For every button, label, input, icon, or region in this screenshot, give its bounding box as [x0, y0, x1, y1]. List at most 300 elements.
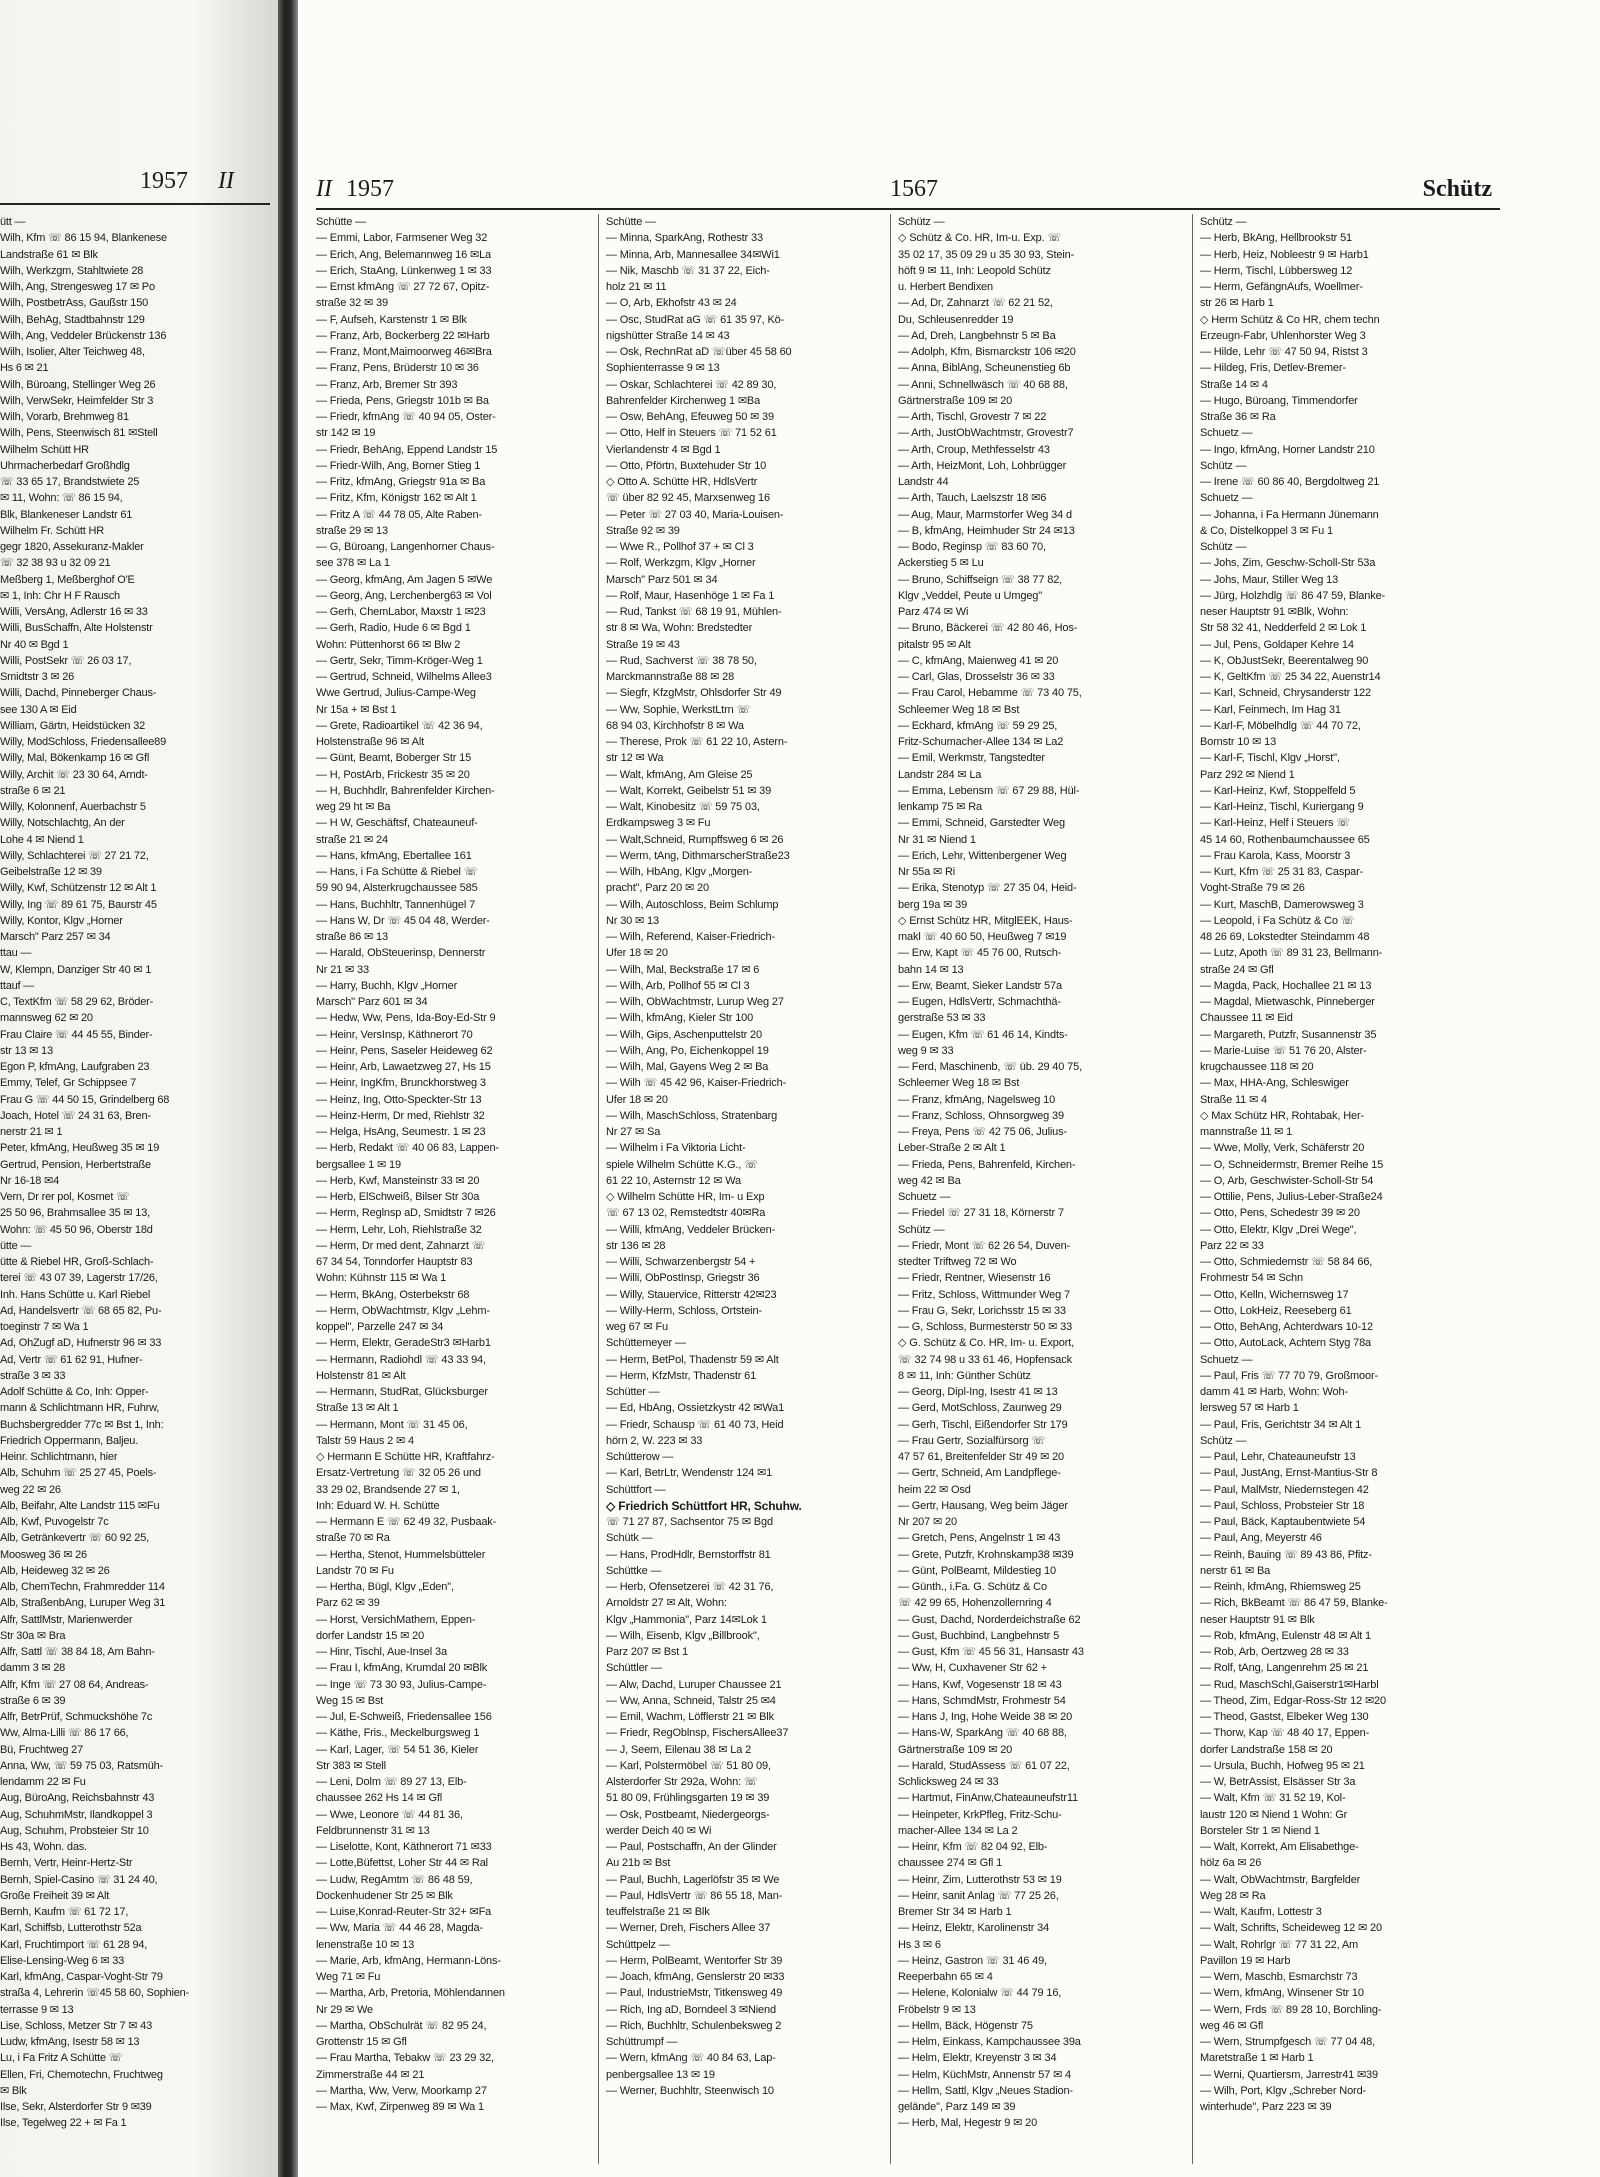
directory-entry-line: — F, Aufseh, Karstenstr 1 ✉ Blk — [316, 313, 467, 326]
directory-entry-line: Gärtnerstraße 109 ✉ 20 — [898, 394, 1013, 407]
directory-entry-line: — Hellm, Sattl, Klgv „Neues Stadion- — [898, 2084, 1073, 2097]
directory-entry-line: — Emil, Wachm, Löfflerstr 21 ✉ Blk — [606, 1711, 774, 1723]
directory-entry-line: — Eugen, Kfm ☏ 61 46 14, Kindts- — [898, 1028, 1068, 1041]
directory-entry-line: — Paul, Ang, Meyerstr 46 — [1200, 1532, 1322, 1545]
directory-entry-line: ☏ 71 27 87, Sachsentor 75 ✉ Bgd — [606, 1516, 773, 1528]
directory-entry-line: — Rud, Sachverst ☏ 38 78 50, — [606, 654, 757, 667]
directory-entry-line: Parz 207 ✉ Bst 1 — [606, 1646, 689, 1658]
directory-entry-line: — Ed, HbAng, Ossietzkystr 42 ✉Wa1 — [606, 1402, 785, 1415]
directory-entry-line: — Hans, ProdHdlr, Bernstorffstr 81 — [606, 1548, 771, 1561]
directory-entry-line: Inh: Eduard W. H. Schütte — [316, 1499, 440, 1512]
directory-entry-line: Feldbrunnenstr 31 ✉ 13 — [316, 1824, 430, 1837]
directory-entry-line: Landstr 44 — [898, 476, 949, 488]
right-page-year: 1957 — [346, 176, 394, 202]
directory-entry-line: Elise-Lensing-Weg 6 ✉ 33 — [0, 1954, 125, 1967]
directory-entry-line: Schüttpelz — — [606, 1938, 670, 1951]
directory-entry-line: — Frieda, Pens, Bahrenfeld, Kirchen- — [898, 1158, 1076, 1171]
directory-entry-line: Wilh, Pens, Steenwisch 81 ✉Stell — [0, 427, 158, 440]
directory-entry-line: Landstr 70 ✉ Fu — [316, 1564, 394, 1577]
directory-entry-line: — Herb, Ofensetzerei ☏ 42 31 76, — [606, 1581, 774, 1593]
directory-entry-line: — G, Büroang, Langenhorner Chaus- — [316, 541, 495, 553]
directory-entry-line: Marckmannstraße 88 ✉ 28 — [606, 671, 735, 683]
directory-entry-line: 68 94 03, Kirchhofstr 8 ✉ Wa — [606, 719, 744, 732]
directory-entry-line: Reeperbahn 65 ✉ 4 — [898, 1971, 993, 1983]
directory-entry-line: penbergsallee 13 ✉ 19 — [606, 2068, 715, 2081]
directory-entry-line: Nr 207 ✉ 20 — [898, 1516, 957, 1528]
directory-entry-line: straße 86 ✉ 13 — [316, 931, 388, 943]
directory-entry-line: Wilh, Kfm ☏ 86 15 94, Blankenese — [0, 232, 167, 245]
directory-entry-line: — W, BetrAssist, Elsässer Str 3a — [1200, 1776, 1356, 1788]
directory-entry-line: Schütz — — [1200, 1434, 1247, 1447]
directory-entry-line: gegr 1820, Assekuranz-Makler — [0, 541, 144, 553]
directory-entry-line: Str 383 ✉ Stell — [316, 1759, 386, 1772]
directory-entry-line: — Ww, Anna, Schneid, Talstr 25 ✉4 — [606, 1694, 776, 1707]
directory-entry-line: — H W, Geschäftsf, Chateauneuf- — [316, 817, 478, 830]
directory-entry-line: Wilhelm Fr. Schütt HR — [0, 524, 104, 537]
directory-entry-line: nigshütter Straße 14 ✉ 43 — [606, 329, 730, 342]
directory-entry-line: Inh. Hans Schütte u. Karl Riebel — [0, 1288, 151, 1301]
directory-entry-line: — Paul, Fris ☏ 77 70 79, Großmoor- — [1200, 1369, 1378, 1382]
directory-entry-line: — Arth, Tischl, Grovestr 7 ✉ 22 — [898, 411, 1047, 423]
directory-entry-line: — Helene, Kolonialw ☏ 44 79 16, — [898, 1987, 1062, 2000]
directory-entry-line: 45 14 60, Rothenbaumchaussee 65 — [1200, 833, 1370, 846]
directory-entry-line: Parz 62 ✉ 39 — [316, 1597, 380, 1610]
directory-entry-line: Schleemer Weg 18 ✉ Bst — [898, 703, 1020, 716]
directory-entry-line: — Emmi, Schneid, Garstedter Weg — [898, 817, 1065, 830]
directory-entry-line: — Rolf, Werkzgm, Klgv „Horner — [606, 557, 756, 570]
directory-entry-line: Wilh, BehAg, Stadtbahnstr 129 — [0, 313, 145, 326]
directory-entry-line: Bahrenfelder Kirchenweg 1 ✉Ba — [606, 394, 761, 407]
directory-entry-line: 67 34 54, Tonndorfer Hauptstr 83 — [316, 1256, 473, 1268]
directory-entry-line: — Herb, Redakt ☏ 40 06 83, Lappen- — [316, 1142, 499, 1155]
directory-entry-line: ◇ Herm Schütz & Co HR, chem techn — [1200, 313, 1380, 326]
directory-entry-line: — Willi, ObPostInsp, Griegstr 36 — [606, 1272, 760, 1285]
directory-entry-line: — Wern, kfmAng ☏ 40 84 63, Lap- — [606, 2052, 776, 2065]
directory-entry-line: macher-Allee 134 ✉ La 2 — [898, 1824, 1018, 1837]
directory-entry-line: lendamm 22 ✉ Fu — [0, 1776, 86, 1788]
directory-entry-line: — Gust, Buchbind, Langbehnstr 5 — [898, 1629, 1060, 1642]
directory-entry-line: — Franz, Pens, Brüderstr 10 ✉ 36 — [316, 362, 479, 375]
right-page-header — [316, 176, 1496, 208]
directory-entry-line: — Johs, Zim, Geschw-Scholl-Str 53a — [1200, 557, 1376, 570]
directory-entry-line: holz 21 ✉ 11 — [606, 281, 667, 293]
directory-entry-line: Alb, Kwf, Puvogelstr 7c — [0, 1516, 109, 1528]
directory-entry-line: — Frau Martha, Tebakw ☏ 23 29 32, — [316, 2052, 494, 2065]
directory-entry-line: — Marie, Arb, kfmAng, Hermann-Löns- — [316, 1954, 501, 1967]
directory-entry-line: — Wilh, Mal, Beckstraße 17 ✉ 6 — [606, 963, 760, 976]
right-page — [298, 0, 1600, 2177]
directory-entry-line: — Helm, KüchMstr, Annenstr 57 ✉ 4 — [898, 2068, 1072, 2081]
directory-entry-line: Schütz — — [1200, 459, 1247, 472]
directory-entry-line: makl ☏ 40 60 50, Heußweg 7 ✉19 — [898, 931, 1067, 943]
directory-entry-line: Alb, Getränkevertr ☏ 60 92 25, — [0, 1532, 149, 1545]
directory-entry-line: Ilse, Tegelweg 22 + ✉ Fa 1 — [0, 2117, 127, 2130]
directory-entry-line: — O, Schneidermstr, Bremer Reihe 15 — [1200, 1158, 1384, 1171]
directory-entry-line: — Johs, Maur, Stiller Weg 13 — [1200, 573, 1339, 586]
directory-entry-line: — Herb, Mal, Hegestr 9 ✉ 20 — [898, 2117, 1038, 2130]
directory-entry-line: see 130 A ✉ Eid — [0, 703, 77, 716]
directory-entry-line: 25 50 96, Brahmsallee 35 ✉ 13, — [0, 1207, 150, 1220]
directory-entry-line: Nr 31 ✉ Niend 1 — [898, 833, 976, 846]
directory-entry-line: Ad, OhZugf aD, Hufnerstr 96 ✉ 33 — [0, 1337, 162, 1350]
directory-entry-line: — Wilh, HbAng, Klgv „Morgen- — [606, 866, 753, 878]
directory-entry-line: — Gerh, ChemLabor, Maxstr 1 ✉23 — [316, 606, 486, 618]
directory-entry-line: Smidtstr 3 ✉ 26 — [0, 671, 75, 683]
directory-entry-line: Bernh, Spiel-Casino ☏ 31 24 40, — [0, 1873, 158, 1886]
directory-entry-line: Schütte — — [606, 216, 657, 228]
directory-entry-line: — Franz, Schloss, Ohnsorgweg 39 — [898, 1109, 1064, 1122]
directory-entry-line: spiele Wilhelm Schütte K.G., ☏ — [606, 1158, 758, 1171]
directory-entry-line: — Johanna, i Fa Hermann Jünemann — [1200, 508, 1379, 521]
directory-entry-line: — Herm, Lehr, Loh, Riehlstraße 32 — [316, 1223, 482, 1236]
directory-entry-line: Aug, BüroAng, Reichsbahnstr 43 — [0, 1792, 155, 1805]
directory-entry-line: ◇ Ernst Schütz HR, MitglEEK, Haus- — [898, 914, 1073, 927]
directory-entry-line: — Herm, Tischl, Lübbersweg 12 — [1200, 264, 1353, 277]
directory-entry-line: — Wilh, Port, Klgv „Schreber Nord- — [1200, 2084, 1367, 2097]
directory-entry-line: Schütz — — [1200, 541, 1247, 553]
directory-entry-line: Schütk — — [606, 1532, 653, 1545]
directory-entry-line: Str 58 32 41, Nedderfeld 2 ✉ Lok 1 — [1200, 622, 1367, 635]
directory-entry-line: — Ww, H, Cuxhavener Str 62 + — [898, 1662, 1047, 1675]
directory-entry-line: — Arth, HeizMont, Loh, Lohbrügger — [898, 459, 1067, 472]
directory-entry-line: Friedrich Oppermann, Baljeu. — [0, 1434, 139, 1447]
directory-entry-line: Klgv „Hammonia", Parz 14✉Lok 1 — [606, 1613, 767, 1626]
directory-entry-line: — Heinr, Zim, Lutterothstr 53 ✉ 19 — [898, 1873, 1062, 1886]
directory-entry-line: — Friedr, BehAng, Eppend Landstr 15 — [316, 443, 498, 456]
directory-entry-line: Weg 71 ✉ Fu — [316, 1971, 381, 1983]
directory-entry-line: — Otto, Helf in Steuers ☏ 71 52 61 — [606, 427, 777, 440]
directory-entry-line: mannsweg 62 ✉ 20 — [0, 1012, 93, 1025]
column-divider — [890, 214, 891, 2164]
directory-entry-line: — Gerh, Radio, Hude 6 ✉ Bgd 1 — [316, 622, 471, 635]
directory-entry-line: — Hellm, Bäck, Högenstr 75 — [898, 2019, 1033, 2032]
directory-entry-line: werder Deich 40 ✉ Wi — [606, 1824, 712, 1837]
directory-entry-line: — Wern, kfmAng, Winsener Str 10 — [1200, 1987, 1364, 2000]
directory-entry-line: — Minna, Arb, Mannesallee 34✉Wi1 — [606, 248, 780, 261]
directory-entry-line: Willy, Notschlachtg, An der — [0, 817, 125, 830]
directory-entry-line: ✉ 1, Inh: Chr H F Rausch — [0, 589, 120, 602]
directory-entry-line: — Erich, StaAng, Lünkenweg 1 ✉ 33 — [316, 264, 492, 277]
directory-entry-line: — Werner, Dreh, Fischers Allee 37 — [606, 1922, 771, 1935]
directory-entry-line: — Herb, Heiz, Nobleestr 9 ✉ Harb1 — [1200, 248, 1369, 261]
directory-entry-line: Wohn: ☏ 45 50 96, Oberstr 18d — [0, 1223, 153, 1236]
directory-entry-line: Dockenhudener Str 25 ✉ Blk — [316, 1889, 453, 1902]
directory-entry-line: — Heinpeter, KrkPfleg, Fritz-Schu- — [898, 1808, 1062, 1821]
directory-entry-line: — Willy-Herm, Schloss, Ortstein- — [606, 1304, 762, 1317]
directory-entry-line: — Paul, Bäck, Kaptaubentwiete 54 — [1200, 1516, 1366, 1528]
directory-entry-line: — Irene ☏ 60 86 40, Bergdoltweg 21 — [1200, 476, 1380, 488]
directory-entry-line: — Bruno, Bäckerei ☏ 42 80 46, Hos- — [898, 622, 1078, 635]
directory-entry-line: Schuetz — — [1200, 427, 1253, 440]
directory-entry-line: — Helga, HsAng, Seumestr. 1 ✉ 23 — [316, 1126, 486, 1138]
directory-entry-line: — Hans, kfmAng, Ebertallee 161 — [316, 849, 472, 862]
left-header-rule — [0, 203, 270, 205]
directory-entry-line: Ufer 18 ✉ 20 — [606, 1093, 668, 1106]
directory-entry-line: — Fritz, Schloss, Wittmunder Weg 7 — [898, 1288, 1070, 1301]
directory-entry-line: — Wilh, Referend, Kaiser-Friedrich- — [606, 931, 775, 943]
directory-entry-line: Nr 15a + ✉ Bst 1 — [316, 703, 397, 716]
directory-entry-line: Grottenstr 15 ✉ Gfl — [316, 2036, 407, 2048]
directory-entry-line: Bremer Str 34 ✉ Harb 1 — [898, 1906, 1012, 1918]
directory-entry-line: mann & Schlichtmann HR, Fuhrw, — [0, 1402, 160, 1415]
directory-entry-line: — Osk, RechnRat aD ☏über 45 58 60 — [606, 346, 792, 358]
directory-entry-line: Straße 92 ✉ 39 — [606, 524, 680, 537]
directory-entry-line: teuffelstraße 21 ✉ Blk — [606, 1906, 710, 1918]
directory-entry-line: — Walt, Schrifts, Scheideweg 12 ✉ 20 — [1200, 1922, 1382, 1935]
directory-entry-line: Alfr, Sattl ☏ 38 84 18, Am Bahn- — [0, 1646, 155, 1658]
directory-entry-line: neser Hauptstr 91 ✉Blk, Wohn: — [1200, 606, 1349, 618]
directory-entry-line: 59 90 94, Alsterkrugchaussee 585 — [316, 882, 478, 895]
directory-entry-line: — Franz, Arb, Bockerberg 22 ✉Harb — [316, 329, 490, 342]
directory-entry-line: Talstr 59 Haus 2 ✉ 4 — [316, 1434, 414, 1447]
directory-entry-line: Willi, PostSekr ☏ 26 03 17, — [0, 654, 132, 667]
directory-entry-line: Vern, Dr rer pol, Kosmet ☏ — [0, 1191, 130, 1203]
directory-entry-line: Aug, SchuhmMstr, Ilandkoppel 3 — [0, 1808, 153, 1821]
directory-entry-line: Schuetz — — [1200, 492, 1253, 505]
directory-entry-line: — Ferd, Maschinenb, ☏ üb. 29 40 75, — [898, 1061, 1082, 1073]
directory-entry-line: Landstraße 61 ✉ Blk — [0, 248, 98, 261]
directory-entry-line: — Karl-Heinz, Helf i Steuers ☏ — [1200, 817, 1350, 830]
directory-entry-line: ◇ Hermann E Schütte HR, Kraftfahrz- — [316, 1451, 495, 1463]
directory-entry-line: — Hedw, Ww, Pens, Ida-Boy-Ed-Str 9 — [316, 1012, 496, 1025]
directory-entry-line: — Wern, Maschb, Esmarchstr 73 — [1200, 1971, 1358, 1983]
directory-entry-line: — Emmi, Labor, Farmsener Weg 32 — [316, 232, 488, 245]
directory-entry-line: — Marie-Luise ☏ 51 76 20, Alster- — [1200, 1044, 1367, 1057]
directory-entry-line: — Wilh, Mal, Gayens Weg 2 ✉ Ba — [606, 1061, 769, 1073]
directory-entry-line: 33 29 02, Brandsende 27 ✉ 1, — [316, 1483, 460, 1496]
directory-entry-line: — Werner, Buchhltr, Steenwisch 10 — [606, 2084, 774, 2097]
directory-entry-line: weg 29 ht ✉ Ba — [316, 801, 391, 813]
directory-entry-line: Alb, Beifahr, Alte Landstr 115 ✉Fu — [0, 1499, 160, 1512]
directory-entry-line: höft 9 ✉ 11, Inh: Leopold Schütz — [898, 264, 1051, 277]
directory-entry-line: — O, Arb, Geschwister-Scholl-Str 54 — [1200, 1174, 1374, 1187]
directory-entry-line: — Karl-F, Möbelhdlg ☏ 44 70 72, — [1200, 719, 1361, 732]
directory-entry-line: — Arth, JustObWachtmstr, Grovestr7 — [898, 427, 1074, 440]
directory-entry-line: Wilh, Ang, Veddeler Brückenstr 136 — [0, 329, 167, 342]
directory-entry-line: — Osk, Postbeamt, Niedergeorgs- — [606, 1808, 770, 1821]
directory-entry-line: straße 21 ✉ 24 — [316, 833, 388, 846]
directory-entry-line: — Gerd, MotSchloss, Zaunweg 29 — [898, 1402, 1062, 1415]
directory-entry-line: Hs 43, Wohn. das. — [0, 1841, 87, 1853]
directory-entry-line: straße 6 ✉ 39 — [0, 1694, 66, 1707]
directory-entry-line: — Walt, Korrekt, Am Elisabethge- — [1200, 1841, 1359, 1853]
directory-entry-line: — Ursula, Buchh, Hofweg 95 ✉ 21 — [1200, 1759, 1365, 1772]
directory-entry-line: Ackerstieg 5 ✉ Lu — [898, 557, 984, 570]
directory-entry-line: weg 67 ✉ Fu — [606, 1321, 668, 1333]
directory-entry-line: u. Herbert Bendixen — [898, 281, 993, 293]
directory-entry-line: mannstraße 11 ✉ 1 — [1200, 1126, 1293, 1138]
directory-entry-line: Parz 474 ✉ Wi — [898, 606, 969, 618]
directory-entry-line: — Otto, LokHeiz, Reeseberg 61 — [1200, 1304, 1352, 1317]
directory-entry-line: Adolf Schütte & Co, Inh: Opper- — [0, 1386, 149, 1398]
directory-entry-line: — Wilh, Ang, Po, Eichenkoppel 19 — [606, 1044, 769, 1057]
directory-entry-line: — Peter ☏ 27 03 40, Maria-Louisen- — [606, 508, 784, 521]
directory-entry-line: — Rob, kfmAng, Eulenstr 48 ✉ Alt 1 — [1200, 1629, 1372, 1642]
directory-entry-line: Heinr. Schlichtmann, hier — [0, 1451, 118, 1463]
directory-entry-line: — Erw, Kapt ☏ 45 76 00, Rutsch- — [898, 947, 1062, 960]
directory-entry-line: — Eckhard, kfmAng ☏ 59 29 25, — [898, 719, 1058, 732]
directory-entry-line: str 12 ✉ Wa — [606, 752, 664, 765]
directory-entry-line: Willy, Kolonnenf, Auerbachstr 5 — [0, 801, 146, 813]
directory-entry-line: Willy, Mal, Bökenkamp 16 ✉ Gfl — [0, 752, 150, 765]
directory-entry-line: Schuetz — — [898, 1191, 951, 1203]
directory-entry-line: Karl, Fruchtimport ☏ 61 28 94, — [0, 1938, 148, 1951]
directory-entry-line: — Heinz-Herm, Dr med, Riehlstr 32 — [316, 1109, 485, 1122]
directory-entry-line: — Käthe, Fris., Meckelburgsweg 1 — [316, 1727, 480, 1740]
column-divider — [598, 214, 599, 2164]
directory-entry-line: pitalstr 95 ✉ Alt — [898, 638, 971, 651]
directory-entry-line: damm 41 ✉ Harb, Wohn: Woh- — [1200, 1386, 1348, 1398]
directory-entry-line: — Osc, StudRat aG ☏ 61 35 97, Kö- — [606, 313, 785, 326]
directory-entry-line: — Hans, Buchhltr, Tannenhügel 7 — [316, 898, 476, 911]
directory-entry-line: Au 21b ✉ Bst — [606, 1857, 671, 1870]
directory-entry-line: — Paul, Fris, Gerichtstr 34 ✉ Alt 1 — [1200, 1418, 1362, 1431]
directory-entry-line: — Hartmut, FinAnw,Chateauneufstr11 — [898, 1792, 1078, 1805]
directory-entry-line: — Joach, kfmAng, Genslerstr 20 ✉33 — [606, 1971, 785, 1983]
directory-entry-line: Moosweg 36 ✉ 26 — [0, 1548, 87, 1561]
directory-entry-line: — Karl-Heinz, Kwf, Stoppelfeld 5 — [1200, 784, 1356, 797]
directory-entry-line: Schüttler — — [606, 1662, 662, 1675]
directory-entry-line: Klgv „Veddel, Peute u Umgeg" — [898, 589, 1043, 602]
directory-entry-line: — Walt, kfmAng, Am Gleise 25 — [606, 768, 753, 781]
directory-entry-line: — Margareth, Putzfr, Susannenstr 35 — [1200, 1028, 1377, 1041]
directory-entry-line: — Wilh, Arb, Pollhof 55 ✉ Cl 3 — [606, 979, 750, 992]
directory-entry-line: — Willy, Stauervice, Ritterstr 42✉23 — [606, 1288, 777, 1301]
directory-entry-line: Alfr, Kfm ☏ 27 08 64, Andreas- — [0, 1678, 149, 1691]
directory-entry-line: Marsch" Parz 501 ✉ 34 — [606, 573, 718, 586]
directory-entry-line: — Frau Carol, Hebamme ☏ 73 40 75, — [898, 687, 1082, 700]
directory-entry-line: gelände", Parz 149 ✉ 39 — [898, 2101, 1016, 2113]
directory-entry-line: Wilh, VerwSekr, Heimfelder Str 3 — [0, 394, 154, 407]
directory-entry-line: — Hildeg, Fris, Detlev-Bremer- — [1200, 362, 1346, 375]
directory-entry-line: Frau Claire ☏ 44 45 55, Binder- — [0, 1028, 153, 1041]
directory-entry-line: — Carl, Glas, Drosselstr 36 ✉ 33 — [898, 671, 1055, 683]
directory-entry-line: — Paul, Lehr, Chateauneufstr 13 — [1200, 1451, 1356, 1463]
directory-entry-line: — Martha, Ww, Verw, Moorkamp 27 — [316, 2084, 487, 2097]
left-page-header — [0, 168, 270, 200]
directory-entry-line: terei ☏ 43 07 39, Lagerstr 17/26, — [0, 1272, 158, 1285]
directory-entry-line: — Harald, ObSteuerinsp, Dennerstr — [316, 947, 486, 960]
directory-entry-line: — Karl, Feinmech, Im Hag 31 — [1200, 703, 1341, 716]
directory-entry-line: — Günth., i.Fa. G. Schütz & Co — [898, 1581, 1047, 1593]
directory-entry-line: — Karl, Schneid, Chrysanderstr 122 — [1200, 687, 1371, 700]
directory-entry-line: ✉ 11, Wohn: ☏ 86 15 94, — [0, 492, 123, 505]
directory-entry-line: — Helm, Elektr, Kreyenstr 3 ✉ 34 — [898, 2052, 1057, 2065]
directory-entry-line: str 142 ✉ 19 — [316, 427, 376, 440]
directory-entry-line: Ufer 18 ✉ 20 — [606, 947, 668, 960]
directory-entry-line: — Hertha, Bügl, Klgv „Eden", — [316, 1581, 454, 1593]
directory-column-1 — [316, 214, 592, 2115]
directory-entry-line: Gertrud, Pension, Herbertstraße — [0, 1158, 151, 1171]
directory-entry-line: Alsterdorfer Str 292a, Wohn: ☏ — [606, 1776, 758, 1788]
directory-entry-line: hölz 6a ✉ 26 — [1200, 1857, 1262, 1870]
directory-entry-line: Wilh, Werkzgm, Stahltwiete 28 — [0, 264, 144, 277]
directory-entry-line: Weg 28 ✉ Ra — [1200, 1889, 1266, 1902]
directory-entry-line: Willy, Kontor, Klgv „Horner — [0, 914, 123, 927]
directory-entry-line: — Rob, Arb, Oertzweg 28 ✉ 33 — [1200, 1646, 1349, 1658]
directory-entry-line: — Lutz, Apoth ☏ 89 31 23, Bellmann- — [1200, 947, 1383, 960]
directory-entry-line: — Grete, Putzfr, Krohnskamp38 ✉39 — [898, 1548, 1074, 1561]
directory-entry-line: — Gerh, Tischl, Eißendorfer Str 179 — [898, 1418, 1068, 1431]
directory-entry-line: ☏ 32 38 93 u 32 09 21 — [0, 557, 111, 570]
directory-entry-line: Du, Schleusenredder 19 — [898, 313, 1014, 326]
directory-entry-line: krugchaussee 118 ✉ 20 — [1200, 1061, 1314, 1073]
directory-entry-line: — Ad, Dr, Zahnarzt ☏ 62 21 52, — [898, 297, 1053, 310]
running-head: Schütz — [1422, 176, 1492, 202]
directory-entry-line: lersweg 57 ✉ Harb 1 — [1200, 1402, 1299, 1415]
directory-entry-line: str 13 ✉ 13 — [0, 1044, 53, 1057]
directory-entry-line: heim 22 ✉ Osd — [898, 1483, 971, 1496]
directory-entry-line: ütte — — [0, 1239, 32, 1252]
directory-entry-line: — Georg, Ang, Lerchenberg63 ✉ Vol — [316, 589, 492, 602]
directory-entry-line: — B, kfmAng, Heimhuder Str 24 ✉13 — [898, 524, 1075, 537]
directory-entry-line: — Karl-F, Tischl, Klgv „Horst", — [1200, 752, 1340, 765]
directory-entry-line: koppel", Parzelle 247 ✉ 34 — [316, 1321, 444, 1333]
directory-entry-line: Maretstraße 1 ✉ Harb 1 — [1200, 2052, 1314, 2065]
directory-entry-line: — Nik, Maschb ☏ 31 37 22, Eich- — [606, 264, 770, 277]
directory-entry-line: — Karl, Lager, ☏ 54 51 36, Kieler — [316, 1743, 479, 1756]
directory-entry-line: — Emma, Lebensm ☏ 67 29 88, Hül- — [898, 784, 1080, 797]
directory-entry-line: — J, Seem, Eilenau 38 ✉ La 2 — [606, 1743, 752, 1756]
directory-entry-line: Straße 19 ✉ 43 — [606, 638, 680, 651]
directory-entry-line: — Horst, VersichMathem, Eppen- — [316, 1613, 476, 1626]
directory-entry-line: — Theod, Zim, Edgar-Ross-Str 12 ✉20 — [1200, 1694, 1386, 1707]
directory-entry-line: Wwe Gertrud, Julius-Campe-Weg — [316, 687, 476, 700]
directory-entry-line: weg 42 ✉ Ba — [898, 1174, 961, 1187]
directory-entry-line: — Magda, Pack, Hochallee 21 ✉ 13 — [1200, 979, 1372, 992]
directory-entry-line: Schüttfort — — [606, 1483, 666, 1496]
directory-entry-line: Willi, VersAng, Adlerstr 16 ✉ 33 — [0, 606, 148, 618]
directory-entry-line: — Paul, JustAng, Ernst-Mantius-Str 8 — [1200, 1467, 1378, 1480]
directory-entry-line: — Erika, Stenotyp ☏ 27 35 04, Heid- — [898, 882, 1077, 895]
directory-entry-line: — K, ObJustSekr, Beerentalweg 90 — [1200, 654, 1369, 667]
directory-entry-line: — Reinh, Bauing ☏ 89 43 86, Pfitz- — [1200, 1548, 1372, 1561]
directory-entry-line: — Ad, Dreh, Langbehnstr 5 ✉ Ba — [898, 329, 1056, 342]
directory-entry-line: Ad, Handelsvertr ☏ 68 65 82, Pu- — [0, 1304, 162, 1317]
directory-entry-line: — Frau Karola, Kass, Moorstr 3 — [1200, 849, 1351, 862]
directory-entry-line: ◇ Wilhelm Schütte HR, Im- u Exp — [606, 1191, 765, 1203]
directory-entry-line: — Günt, PolBeamt, Mildestieg 10 — [898, 1564, 1056, 1577]
directory-entry-line: — Arth, Croup, Methfesselstr 43 — [898, 443, 1050, 456]
directory-entry-line: Ludw, kfmAng, Isestr 58 ✉ 13 — [0, 2036, 140, 2048]
directory-entry-line: — Walt, Kfm ☏ 31 52 19, Kol- — [1200, 1792, 1346, 1805]
directory-entry-line: Schuetz — — [1200, 1353, 1253, 1366]
directory-entry-line: — Wwe, Leonore ☏ 44 81 36, — [316, 1808, 463, 1821]
directory-entry-line: Schüttke — — [606, 1564, 662, 1577]
directory-entry-line: — Hans W, Dr ☏ 45 04 48, Werder- — [316, 914, 490, 927]
directory-entry-line: — Paul, IndustrieMstr, Titkensweg 49 — [606, 1987, 783, 2000]
directory-entry-line: — Anna, BiblAng, Scheunenstieg 6b — [898, 362, 1071, 375]
directory-entry-line: — Hans-W, SparkAng ☏ 40 68 88, — [898, 1727, 1067, 1740]
directory-entry-line: Erdkampsweg 3 ✉ Fu — [606, 817, 711, 830]
directory-entry-line: — Liselotte, Kont, Käthnerort 71 ✉33 — [316, 1841, 492, 1853]
left-page-column — [0, 214, 270, 2132]
directory-entry-line: straße 70 ✉ Ra — [316, 1532, 390, 1545]
directory-entry-line: — Paul, MalMstr, Niedernstegen 42 — [1200, 1483, 1369, 1496]
directory-entry-line: — Herm, GefängnAufs, Woellmer- — [1200, 281, 1363, 293]
directory-entry-line: — Gertrud, Schneid, Wilhelms Allee3 — [316, 671, 492, 683]
directory-entry-line: Parz 292 ✉ Niend 1 — [1200, 768, 1295, 781]
directory-entry-line: str 136 ✉ 28 — [606, 1239, 666, 1252]
directory-entry-line: Nr 40 ✉ Bgd 1 — [0, 638, 69, 651]
directory-entry-line: Straße 36 ✉ Ra — [1200, 411, 1276, 423]
directory-entry-line: — Herb, BkAng, Hellbrookstr 51 — [1200, 232, 1353, 245]
directory-entry-line: Joach, Hotel ☏ 24 31 63, Bren- — [0, 1109, 151, 1122]
directory-entry-line: Fritz-Schumacher-Allee 134 ✉ La2 — [898, 736, 1064, 748]
directory-entry-line: — H, PostArb, Frickestr 35 ✉ 20 — [316, 768, 470, 781]
directory-entry-line: — Gertr, Schneid, Am Landpflege- — [898, 1467, 1061, 1480]
directory-entry-line: — Ludw, RegAmtm ☏ 86 48 59, — [316, 1873, 473, 1886]
